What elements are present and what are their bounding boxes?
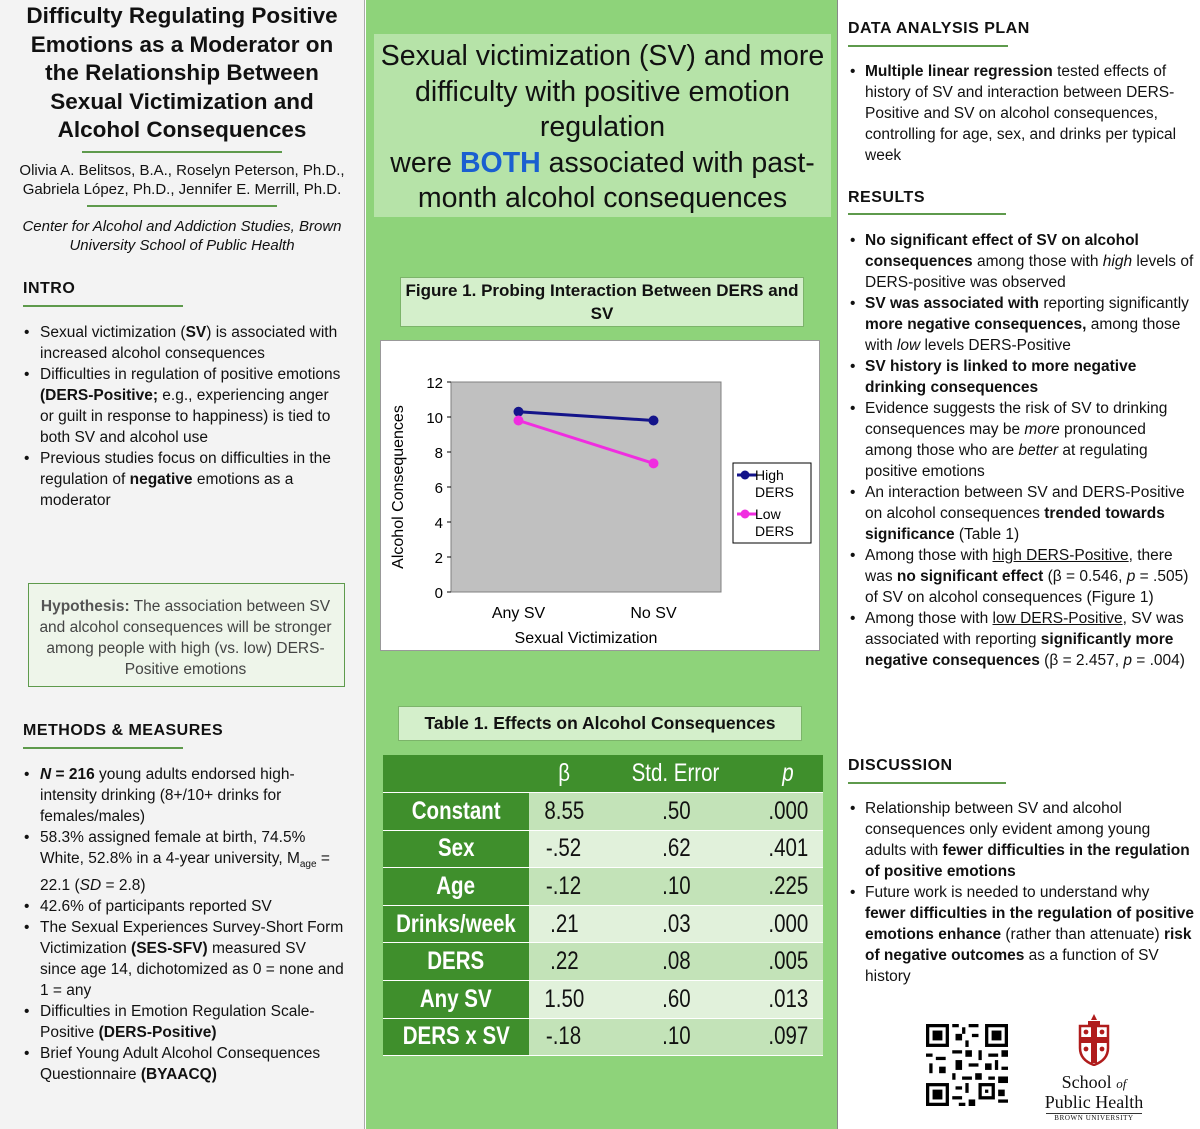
legend-label: Low — [755, 506, 781, 522]
divider — [23, 305, 183, 307]
hypothesis-box — [28, 583, 345, 687]
y-tick-label: 0 — [434, 585, 443, 602]
table-header: p — [753, 755, 823, 793]
list-item: • N = 216 young adults endorsed high-intensity drinking (8+/10+ drinks for females/males) — [22, 764, 346, 827]
results-list — [839, 230, 1200, 671]
legend-label: DERS — [755, 523, 794, 539]
table-row: Age -.12 .10 .225 — [383, 868, 823, 906]
y-tick-label: 12 — [426, 375, 443, 392]
y-tick-label: 2 — [434, 550, 443, 567]
authors: Olivia A. Belitsos, B.A., Roselyn Peterson, Ph.D., Gabriela López, Ph.D., Jennifer E. Merrill, Ph.D. — [19, 161, 345, 198]
divider — [848, 213, 1006, 215]
analysis-heading: DATA ANALYSIS PLAN — [848, 20, 1030, 37]
divider — [848, 782, 1006, 784]
middle-column — [366, 0, 838, 1129]
methods-heading: METHODS & MEASURES — [23, 722, 224, 739]
list-item: • Brief Young Adult Alcohol Consequences Questionnaire (BYAACQ) — [22, 1043, 346, 1085]
list-item: • Difficulties in Emotion Regulation Scale-Positive (DERS-Positive) — [22, 1001, 346, 1043]
effects-table — [383, 755, 823, 1056]
data-point — [514, 407, 524, 417]
methods-list — [0, 764, 360, 1085]
plot-area — [451, 382, 721, 592]
list-item: • Among those with low DERS-Positive, SV was associated with reporting significantly more negative consequences (β = 2.457, p = .004) — [848, 608, 1194, 671]
list-item: • SV history is linked to more negative drinking consequences — [848, 356, 1194, 398]
list-item: • Evidence suggests the risk of SV to drinking consequences may be more pronounced among those who are better at regulating positive emotions — [848, 398, 1194, 482]
list-item: • 42.6% of participants reported SV — [22, 896, 346, 917]
data-point — [649, 458, 659, 468]
list-item: • No significant effect of SV on alcohol consequences among those with high levels of DERS-positive was observed — [848, 230, 1194, 293]
right-column — [839, 0, 1200, 1129]
discussion-heading: DISCUSSION — [848, 757, 953, 774]
list-item: • Among those with high DERS-Positive, there was no significant effect (β = 0.546, p = .505) of SV on alcohol consequences (Figure 1) — [848, 545, 1194, 608]
poster-title: Difficulty Regulating Positive Emotions as a Moderator on the Relationship Between Sexual Victimization and Alcohol Consequences — [26, 3, 338, 142]
list-item: • 58.3% assigned female at birth, 74.5% White, 52.8% in a 4-year university, $M_{age} = 22.1$ (SD = 2.8) — [22, 827, 346, 896]
figure-title: Figure 1. Probing Interaction Between DERS and SV — [400, 277, 804, 327]
list-item: • Sexual victimization (SV) is associated with increased alcohol consequences — [22, 322, 346, 364]
intro-list — [0, 322, 360, 511]
divider — [87, 205, 277, 207]
interaction-chart — [380, 340, 820, 651]
analysis-list — [839, 61, 1200, 166]
table-row: DERS x SV -.18 .10 .097 — [383, 1018, 823, 1056]
x-tick-label: Any SV — [491, 605, 546, 622]
table-header — [383, 755, 529, 793]
list-item: • Difficulties in regulation of positive emotions (DERS-Positive; e.g., experiencing anger or guilt in response to happiness) is tied to both SV and alcohol use — [22, 364, 346, 448]
y-axis-label: Alcohol Consequences — [390, 405, 407, 569]
qr-code[interactable] — [926, 1024, 1008, 1106]
y-tick-label: 10 — [426, 410, 443, 427]
y-tick-label: 4 — [434, 515, 443, 532]
list-item: • Multiple linear regression tested effects of history of SV and interaction between DERS-Positive and SV on alcohol consequences, controlling for age, sex, and drinks per typical week — [848, 61, 1194, 166]
discussion-list — [839, 798, 1200, 987]
table-row: DERS .22 .08 .005 — [383, 943, 823, 981]
headline-both: BOTH — [459, 146, 541, 179]
intro-heading: INTRO — [23, 280, 76, 297]
legend-marker — [741, 510, 750, 519]
results-heading: RESULTS — [848, 189, 925, 206]
y-tick-label: 6 — [434, 480, 443, 497]
headline-box: Sexual victimization (SV) and more difficulty with positive emotion regulation were BOTH associated with past-month alcohol consequences — [374, 34, 831, 217]
table-header: Std. Error — [599, 755, 753, 793]
divider — [23, 747, 183, 749]
list-item: • Future work is needed to understand why fewer difficulties in the regulation of positive emotions enhance (rather than attenuate) risk of negative outcomes as a function of SV history — [848, 882, 1194, 987]
affiliation: Center for Alcohol and Addiction Studies, Brown University School of Public Health — [22, 217, 342, 254]
table-title: Table 1. Effects on Alcohol Consequences — [398, 706, 802, 741]
brown-school-logo: School of Public Health BROWN UNIVERSITY — [1042, 1014, 1146, 1122]
data-point — [514, 416, 524, 426]
legend-label: High — [755, 467, 784, 483]
table-header-row — [383, 755, 823, 793]
chart-svg — [381, 341, 821, 652]
legend-label: DERS — [755, 484, 794, 500]
x-tick-label: No SV — [630, 605, 677, 622]
data-point — [649, 416, 659, 426]
table-row: Drinks/week .21 .03 .000 — [383, 905, 823, 943]
list-item: • Relationship between SV and alcohol consequences only evident among young adults with fewer difficulties in the regulation of positive emotions — [848, 798, 1194, 882]
brown-shield-icon — [1077, 1014, 1111, 1066]
table-row: Sex -.52 .62 .401 — [383, 830, 823, 868]
table-row: Constant 8.55 .50 .000 — [383, 793, 823, 831]
list-item: • Previous studies focus on difficulties in the regulation of negative emotions as a moderator — [22, 448, 346, 511]
divider — [848, 45, 1008, 47]
hypothesis-text: The association between SV and alcohol consequences will be stronger among people with high (vs. low) DERS-Positive emotions — [39, 598, 332, 678]
list-item: • The Sexual Experiences Survey-Short Form Victimization (SES-SFV) measured SV since age 14, dichotomized as 0 = none and 1 = any — [22, 917, 346, 1001]
y-tick-label: 8 — [434, 445, 443, 462]
legend-marker — [741, 471, 750, 480]
list-item: • SV was associated with reporting significantly more negative consequences, among those with low levels DERS-Positive — [848, 293, 1194, 356]
x-axis-label: Sexual Victimization — [514, 630, 658, 647]
divider — [82, 151, 282, 153]
left-column — [0, 0, 365, 1129]
hypothesis-label: Hypothesis: — [40, 598, 130, 615]
table-row: Any SV 1.50 .60 .013 — [383, 981, 823, 1019]
list-item: • An interaction between SV and DERS-Positive on alcohol consequences trended towards significance (Table 1) — [848, 482, 1194, 545]
table-header: β — [529, 755, 599, 793]
